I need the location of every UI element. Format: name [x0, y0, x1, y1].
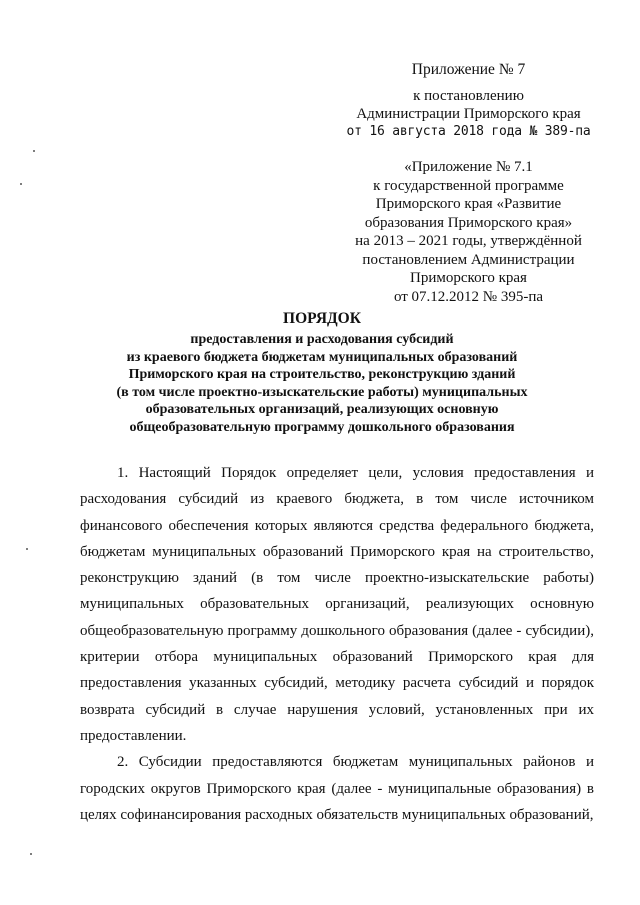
reference-line: от 07.12.2012 № 395-па	[393, 288, 544, 305]
paragraph-2: 2. Субсидии предоставляются бюджетам муниципальных районов и городских округов Приморского края (далее - муниципальные образования) в целях софинансирования расходных обязательств муниципальных образований,	[80, 754, 594, 823]
reference-line: «Приложение № 7.1	[404, 159, 533, 175]
scan-speck	[20, 183, 22, 185]
subtitle-line: общеобразовательную программу дошкольного образования	[129, 419, 515, 435]
body-text	[80, 460, 594, 828]
document-title: ПОРЯДОК	[283, 310, 361, 327]
reference-line: к государственной программе	[373, 177, 564, 194]
reference-line: образования Приморского края»	[364, 214, 573, 231]
subtitle-line: Приморского края на строительство, реконструкцию зданий	[128, 367, 516, 382]
scan-speck	[26, 548, 28, 550]
scan-speck	[33, 150, 35, 152]
appendix-title: Приложение № 7	[411, 61, 526, 78]
scan-speck	[30, 853, 32, 855]
reference-line: Приморского края «Развитие	[375, 196, 562, 212]
approval-date-line: от 16 августа 2018 года № 389-па	[346, 124, 591, 139]
reference-line: Приморского края	[410, 270, 527, 286]
approval-line: Администрации Приморского края	[356, 106, 581, 122]
approval-block	[346, 87, 591, 141]
reference-block	[346, 158, 591, 306]
reference-line: постановлением Администрации	[362, 251, 575, 268]
approval-line: к постановлению	[413, 88, 524, 104]
subtitle-line: из краевого бюджета бюджетам муниципальных образований	[126, 349, 518, 365]
subtitle-line: (в том числе проектно-изыскательские работы) муниципальных	[116, 384, 528, 400]
paragraph-1: 1. Настоящий Порядок определяет цели, условия предоставления и расходования субсидий из краевого бюджета, в том числе источником финансового обеспечения которых являются средства федерального бюджета, бюджетам муниципальных образований Приморского края на строительство, реконструкцию зданий (в том числе проектно-изыскательские работы) муниципальных образовательных организаций, реализующих основную общеобразовательную программу дошкольного образования (далее - субсидии), критерии отбора муниципальных образований Приморского края для предоставления указанных субсидий, методику расчета субсидий и порядок возврата субсидий в случае нарушения условий, установленных при их предоставлении.	[80, 465, 594, 744]
subtitle-line: образовательных организаций, реализующих основную	[145, 402, 499, 417]
subtitle-line: предоставления и расходования субсидий	[190, 332, 454, 347]
reference-line: на 2013 – 2021 годы, утверждённой	[355, 233, 582, 249]
document-subtitle	[80, 331, 564, 436]
